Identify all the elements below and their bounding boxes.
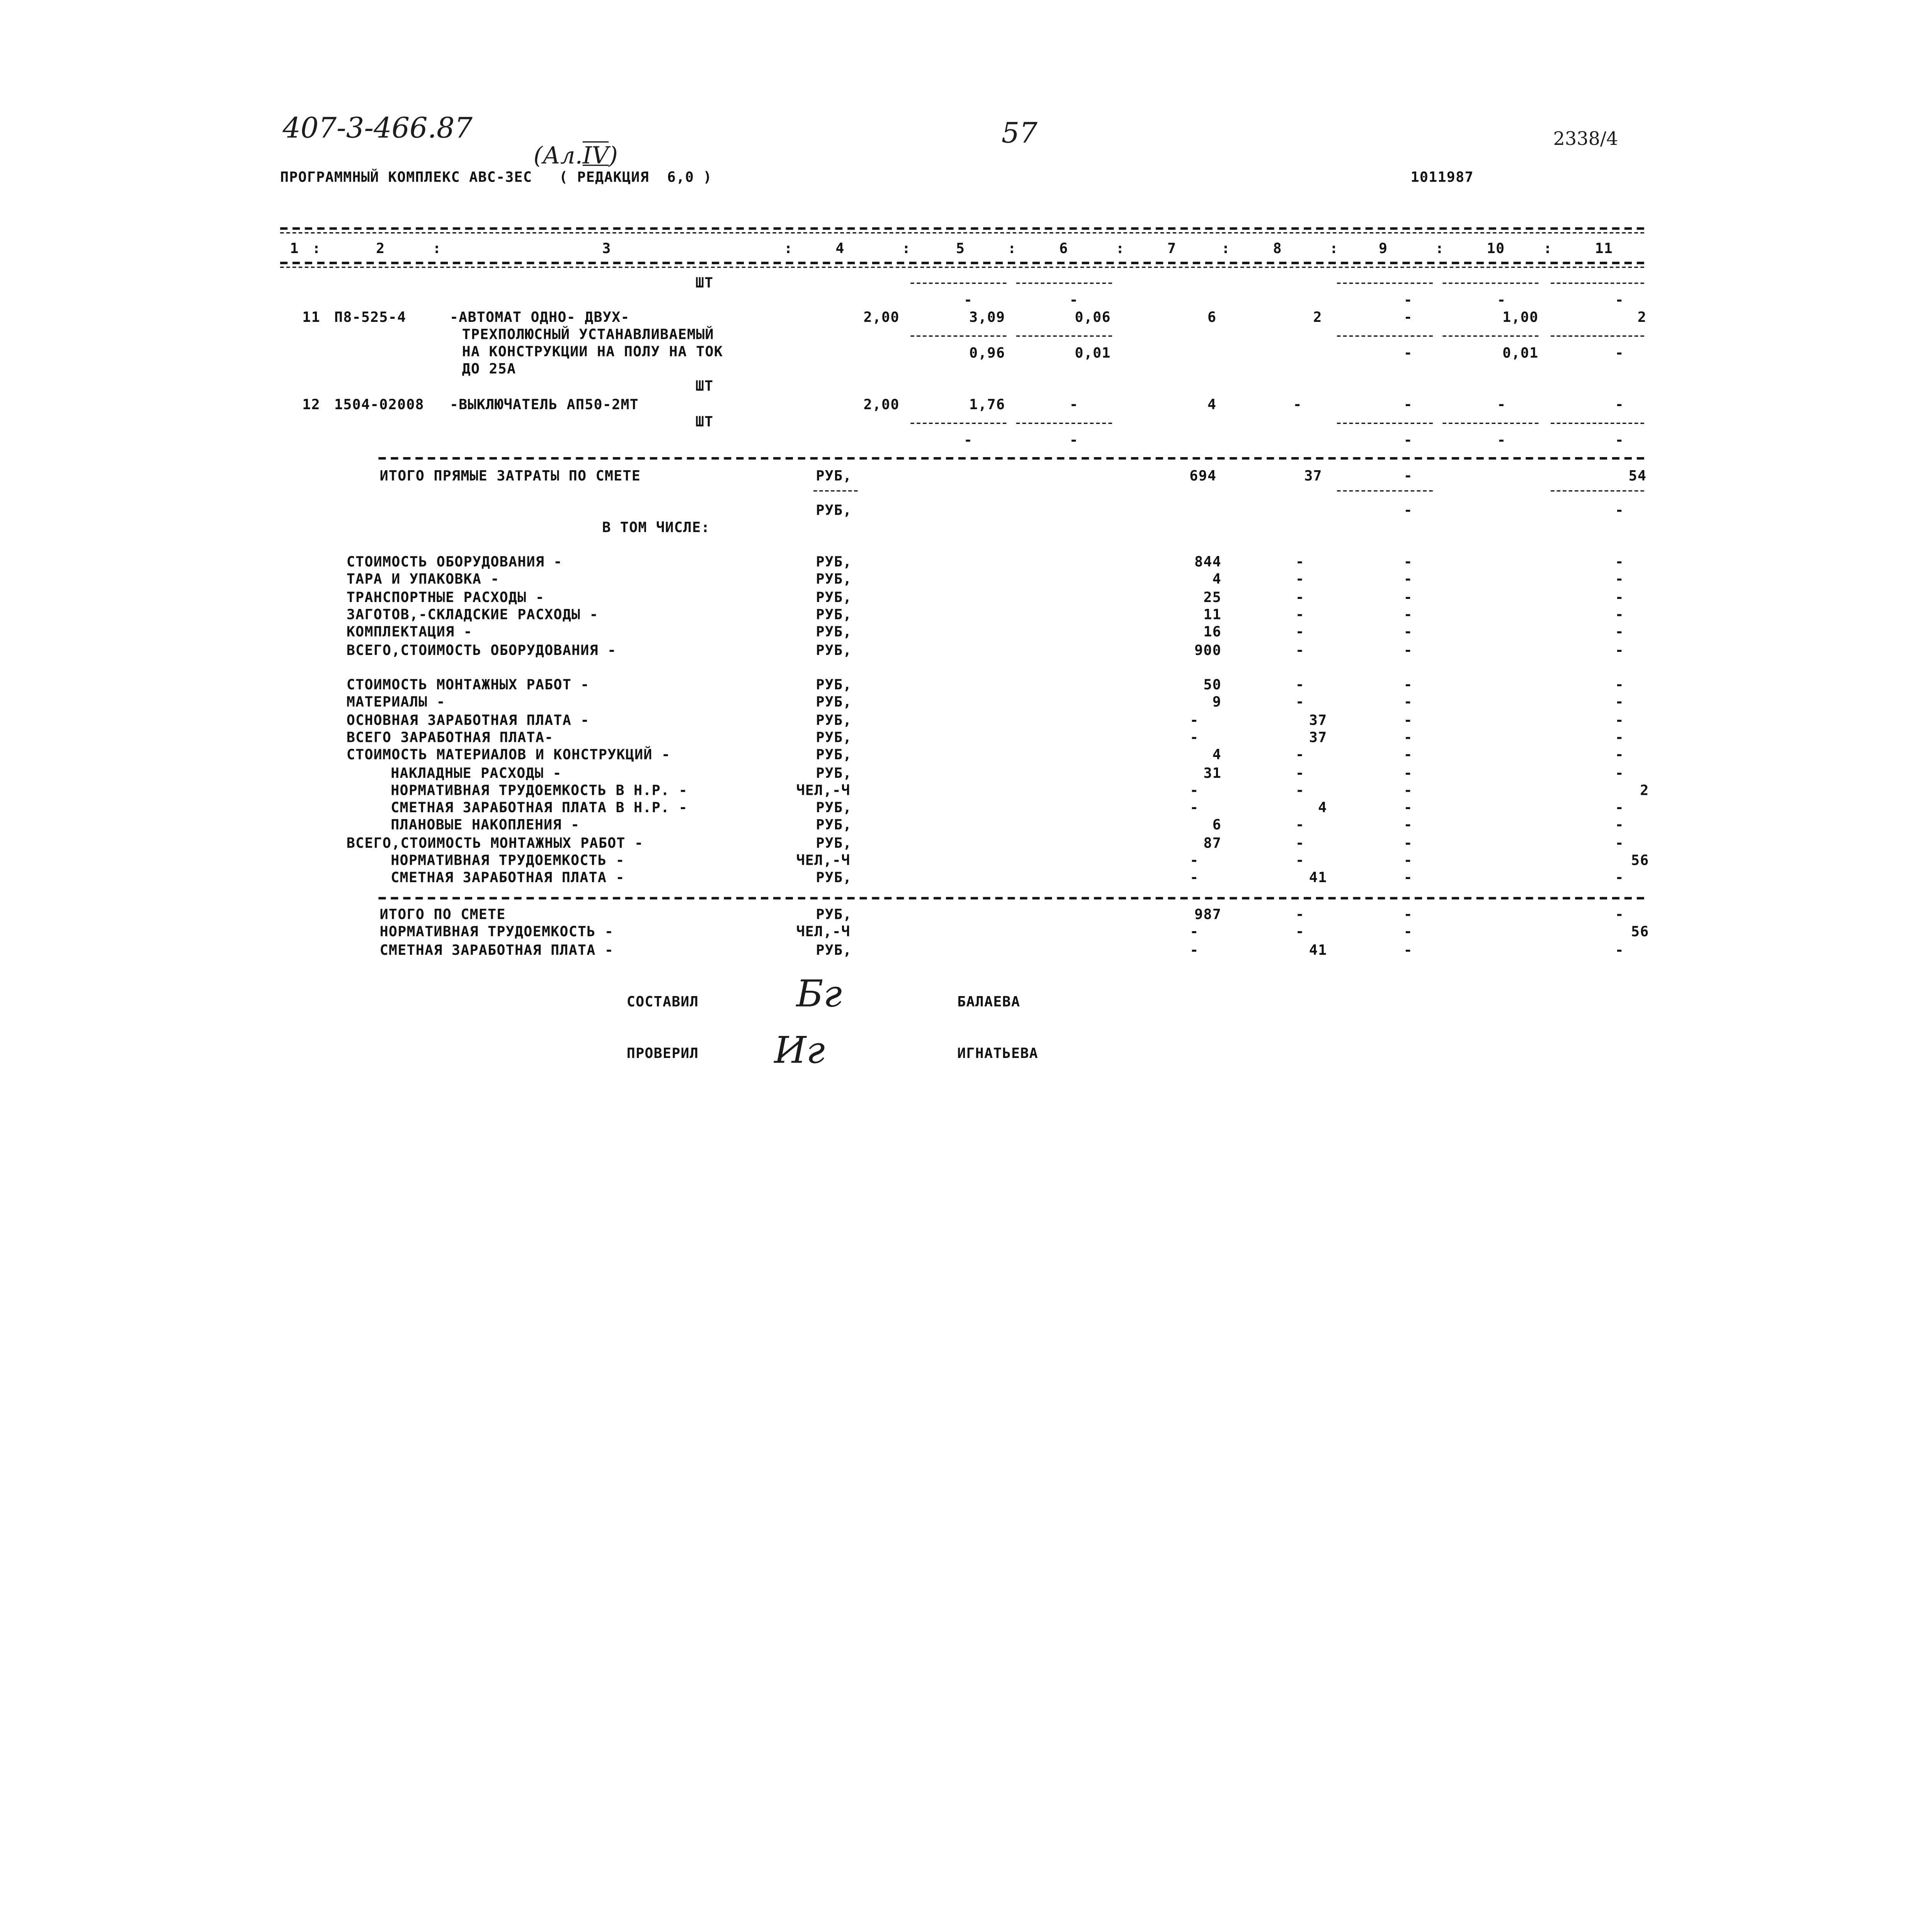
summary-c11: 56 <box>1631 923 1649 940</box>
summary-c11: - <box>1615 746 1624 764</box>
summary-c7: 16 <box>1203 623 1221 641</box>
summary-c8: - <box>1295 623 1305 641</box>
summary-c9: - <box>1403 781 1413 799</box>
item-12-c9: - <box>1403 395 1413 413</box>
summary-c11: - <box>1615 799 1624 816</box>
rule-item11-c5-top <box>910 282 1006 284</box>
summary-c8: 37 <box>1309 728 1327 746</box>
direct-total-c9-2: - <box>1403 501 1413 519</box>
grand-total-rule <box>378 897 1644 899</box>
summary-c11: - <box>1615 641 1624 658</box>
summary-c9: - <box>1403 641 1413 658</box>
rule-item11-c9-mid <box>1337 335 1433 337</box>
summary-c7: - <box>1190 728 1199 746</box>
summary-label: СТОИМОСТЬ ОБОРУДОВАНИЯ - <box>346 553 563 570</box>
summary-c8: - <box>1295 834 1305 851</box>
summary-c7: 31 <box>1203 764 1221 781</box>
summary-c9: - <box>1403 764 1413 781</box>
album-close: ) <box>609 142 618 170</box>
signature-role-checked: ПРОВЕРИЛ <box>626 1044 699 1062</box>
summary-c8: - <box>1295 676 1305 693</box>
signature-name-compiled: БАЛАЕВА <box>957 993 1021 1010</box>
summary-label: ОСНОВНАЯ ЗАРАБОТНАЯ ПЛАТА - <box>346 711 590 728</box>
header-rule-top <box>280 227 1644 230</box>
summary-c7: 50 <box>1203 676 1221 693</box>
signature-compiled: Бг <box>796 973 842 1016</box>
summary-c9: - <box>1403 816 1413 834</box>
signature-role-compiled: СОСТАВИЛ <box>626 993 699 1010</box>
direct-total-c11-2: - <box>1615 501 1624 519</box>
item-11-c11: 2 <box>1637 308 1647 326</box>
direct-total-unit-2: РУБ, <box>816 501 852 519</box>
summary-c9: - <box>1403 746 1413 764</box>
summary-c11: - <box>1615 676 1624 693</box>
summary-unit: РУБ, <box>816 623 852 641</box>
item-12-desc-1: -ВЫКЛЮЧАТЕЛЬ АП50-2МТ <box>449 395 639 413</box>
stamp-number: 2338/4 <box>1553 128 1618 150</box>
summary-label: ВСЕГО,СТОИМОСТЬ МОНТАЖНЫХ РАБОТ - <box>346 834 644 851</box>
summary-c9: - <box>1403 605 1413 623</box>
summary-c11: - <box>1615 570 1624 588</box>
summary-unit: ЧЕЛ,-Ч <box>796 781 850 799</box>
summary-c9: - <box>1403 923 1413 940</box>
summary-unit: РУБ, <box>816 834 852 851</box>
summary-unit: РУБ, <box>816 764 852 781</box>
summary-c8: - <box>1295 746 1305 764</box>
summary-c8: - <box>1295 781 1305 799</box>
item-12-c5: 1,76 <box>969 395 1005 413</box>
direct-total-c9: - <box>1403 467 1413 484</box>
summary-c7: 4 <box>1212 746 1221 764</box>
column-number: 8 <box>1273 240 1282 257</box>
item-12-c10-bottom: - <box>1497 431 1506 449</box>
summary-c9: - <box>1403 851 1413 869</box>
summary-c11: - <box>1615 764 1624 781</box>
item-11-c10-bottom: 0,01 <box>1502 344 1539 361</box>
item-11-c7: 6 <box>1207 308 1217 326</box>
summary-unit: РУБ, <box>816 746 852 764</box>
item-11-unit-bottom: ШТ <box>695 377 714 395</box>
column-separator: : <box>784 240 793 257</box>
summary-c8: 41 <box>1309 869 1327 886</box>
summary-c7: 9 <box>1212 693 1221 711</box>
summary-c9: - <box>1403 570 1413 588</box>
print-date: 1011987 <box>1410 168 1474 186</box>
summary-c7: - <box>1190 799 1199 816</box>
summary-c7: 900 <box>1194 641 1221 658</box>
summary-c8: 4 <box>1318 799 1327 816</box>
item-11-c11-top: - <box>1615 291 1624 309</box>
summary-c9: - <box>1403 869 1413 886</box>
summary-label: КОМПЛЕКТАЦИЯ - <box>346 623 473 641</box>
summary-c8: - <box>1295 905 1305 923</box>
column-number: 1 <box>290 240 299 257</box>
item-12-c8: - <box>1293 395 1302 413</box>
summary-unit: РУБ, <box>816 693 852 711</box>
summary-c9: - <box>1403 940 1413 958</box>
summary-c8: 37 <box>1309 711 1327 728</box>
summary-c8: - <box>1295 764 1305 781</box>
direct-total-unit: РУБ, <box>816 467 852 484</box>
column-separator: : <box>1329 240 1339 257</box>
item-12-qty: 2,00 <box>863 395 900 413</box>
rule-item11-c6-top <box>1016 282 1112 284</box>
summary-unit: РУБ, <box>816 605 852 623</box>
summary-unit: ЧЕЛ,-Ч <box>796 851 850 869</box>
direct-total-c7: 694 <box>1189 467 1217 484</box>
rule-item11-c11-mid <box>1551 335 1644 337</box>
summary-label: СТОИМОСТЬ МОНТАЖНЫХ РАБОТ - <box>346 676 590 693</box>
album-roman: IV <box>582 142 609 170</box>
summary-c9: - <box>1403 693 1413 711</box>
column-number: 6 <box>1059 240 1068 257</box>
column-number: 4 <box>835 240 845 257</box>
summary-c11: - <box>1615 834 1624 851</box>
summary-label: СТОИМОСТЬ МАТЕРИАЛОВ И КОНСТРУКЦИЙ - <box>346 746 671 764</box>
summary-c11: 56 <box>1631 851 1649 869</box>
summary-c9: - <box>1403 553 1413 570</box>
item-11-c10: 1,00 <box>1502 308 1539 326</box>
summary-unit: РУБ, <box>816 570 852 588</box>
summary-c11: - <box>1615 693 1624 711</box>
header-rule-bottom-2 <box>280 267 1644 268</box>
item-12-c5-bottom: - <box>964 431 973 449</box>
summary-unit: РУБ, <box>816 553 852 570</box>
summary-c9: - <box>1403 799 1413 816</box>
item-12-c11: - <box>1615 395 1624 413</box>
item-11-c11-bottom: - <box>1615 344 1624 361</box>
summary-label: ВСЕГО,СТОИМОСТЬ ОБОРУДОВАНИЯ - <box>346 641 617 658</box>
summary-label: СМЕТНАЯ ЗАРАБОТНАЯ ПЛАТА - <box>379 940 614 958</box>
summary-c7: - <box>1190 851 1199 869</box>
summary-label: ПЛАНОВЫЕ НАКОПЛЕНИЯ - <box>391 816 580 834</box>
summary-unit: РУБ, <box>816 676 852 693</box>
summary-c11: - <box>1615 605 1624 623</box>
item-11-desc-4: ДО 25А <box>462 360 516 378</box>
signature-checked: Иг <box>774 1029 825 1073</box>
album-label: (Ал. <box>533 142 583 170</box>
item-11-c9-bottom: - <box>1403 344 1413 361</box>
summary-c7: 6 <box>1212 816 1221 834</box>
summary-c8: - <box>1295 641 1305 658</box>
summary-c7: 4 <box>1212 570 1221 588</box>
column-number: 5 <box>956 240 965 257</box>
rule-item11-c11-top <box>1551 282 1644 284</box>
summary-c7: - <box>1190 869 1199 886</box>
item-11-c9: - <box>1403 308 1413 326</box>
column-separator: : <box>902 240 911 257</box>
summary-c11: - <box>1615 623 1624 641</box>
summary-label: ВСЕГО ЗАРАБОТНАЯ ПЛАТА- <box>346 728 554 746</box>
summary-c9: - <box>1403 834 1413 851</box>
column-separator: : <box>1116 240 1125 257</box>
summary-unit: РУБ, <box>816 588 852 605</box>
summary-c7: 11 <box>1203 605 1221 623</box>
item-11-c6-bottom: 0,01 <box>1075 344 1111 361</box>
rule-item11-c10-mid <box>1442 335 1538 337</box>
summary-c7: - <box>1190 711 1199 728</box>
item-11-c10-top: - <box>1497 291 1506 309</box>
item-11-c5-bottom: 0,96 <box>969 344 1005 361</box>
direct-total-label: ИТОГО ПРЯМЫЕ ЗАТРАТЫ ПО СМЕТЕ <box>379 467 641 484</box>
summary-c9: - <box>1403 905 1413 923</box>
summary-unit: РУБ, <box>816 711 852 728</box>
doc-code-handwritten: 407-3-466.87 <box>282 113 473 145</box>
summary-c11: - <box>1615 553 1624 570</box>
item-11-no: 11 <box>302 308 320 326</box>
rule-item11-c5-mid <box>910 335 1006 337</box>
item-12-c6-bottom: - <box>1069 431 1078 449</box>
summary-c9: - <box>1403 588 1413 605</box>
summary-unit: РУБ, <box>816 641 852 658</box>
summary-c8: - <box>1295 693 1305 711</box>
column-number: 7 <box>1167 240 1177 257</box>
summary-unit: РУБ, <box>816 816 852 834</box>
summary-c8: - <box>1295 570 1305 588</box>
rule-item11-c9-top <box>1337 282 1433 284</box>
summary-label: ЗАГОТОВ,-СКЛАДСКИЕ РАСХОДЫ - <box>346 605 599 623</box>
summary-unit: РУБ, <box>816 799 852 816</box>
summary-unit: ЧЕЛ,-Ч <box>796 923 850 940</box>
summary-c7: 87 <box>1203 834 1221 851</box>
summary-label: ИТОГО ПО СМЕТЕ <box>379 905 506 923</box>
summary-c8: - <box>1295 553 1305 570</box>
summary-label: МАТЕРИАЛЫ - <box>346 693 446 711</box>
column-separator: : <box>1007 240 1017 257</box>
direct-total-c11: 54 <box>1628 467 1647 484</box>
summary-c11: - <box>1615 711 1624 728</box>
item-11-desc-2: ТРЕХПОЛЮСНЫЙ УСТАНАВЛИВАЕМЫЙ <box>462 325 714 343</box>
summary-c9: - <box>1403 711 1413 728</box>
summary-c8: - <box>1295 816 1305 834</box>
including-label: В ТОМ ЧИСЛЕ: <box>602 518 710 536</box>
summary-c7: - <box>1190 923 1199 940</box>
direct-total-unit-rule <box>813 490 857 492</box>
summary-c11: - <box>1615 869 1624 886</box>
column-separator: : <box>1435 240 1444 257</box>
summary-c7: 987 <box>1194 905 1221 923</box>
item-11-code: П8-525-4 <box>334 308 407 326</box>
column-number: 11 <box>1595 240 1613 257</box>
direct-total-c11-rule <box>1551 490 1644 492</box>
summary-c11: - <box>1615 588 1624 605</box>
item-11-desc-1: -АВТОМАТ ОДНО- ДВУХ- <box>449 308 630 326</box>
item-12-code: 1504-02008 <box>334 395 424 413</box>
item-11-c9-top: - <box>1403 291 1413 309</box>
summary-c7: 844 <box>1194 553 1221 570</box>
summary-label: СМЕТНАЯ ЗАРАБОТНАЯ ПЛАТА В Н.Р. - <box>391 799 688 816</box>
item-11-c8: 2 <box>1313 308 1322 326</box>
summary-c9: - <box>1403 623 1413 641</box>
summary-unit: РУБ, <box>816 940 852 958</box>
summary-c9: - <box>1403 676 1413 693</box>
summary-c11: - <box>1615 905 1624 923</box>
item-11-qty: 2,00 <box>863 308 900 326</box>
column-separator: : <box>1543 240 1553 257</box>
summary-label: СМЕТНАЯ ЗАРАБОТНАЯ ПЛАТА - <box>391 869 625 886</box>
summary-label: НОРМАТИВНАЯ ТРУДОЕМКОСТЬ - <box>391 851 625 869</box>
item-11-c6: 0,06 <box>1075 308 1111 326</box>
column-separator: : <box>1221 240 1231 257</box>
summary-unit: РУБ, <box>816 905 852 923</box>
item-11-unit-top: ШТ <box>695 274 714 291</box>
item-12-c10: - <box>1497 395 1506 413</box>
column-number: 3 <box>602 240 611 257</box>
direct-total-c9-rule <box>1337 490 1433 492</box>
summary-c8: - <box>1295 923 1305 940</box>
summary-c11: - <box>1615 940 1624 958</box>
summary-c8: - <box>1295 851 1305 869</box>
signature-name-checked: ИГНАТЬЕВА <box>957 1044 1038 1062</box>
rule-item12-c6 <box>1016 423 1112 424</box>
header-rule-top-2 <box>280 232 1644 233</box>
item-11-c5: 3,09 <box>969 308 1005 326</box>
summary-c7: 25 <box>1203 588 1221 605</box>
item-12-c7: 4 <box>1207 395 1217 413</box>
summary-label: НОРМАТИВНАЯ ТРУДОЕМКОСТЬ - <box>379 923 614 940</box>
item-11-c6-top: - <box>1069 291 1078 309</box>
header-rule-bottom <box>280 262 1644 264</box>
summary-unit: РУБ, <box>816 728 852 746</box>
page-number: 57 <box>1001 118 1038 150</box>
summary-c9: - <box>1403 728 1413 746</box>
rule-item12-c11 <box>1551 423 1644 424</box>
summary-c8: - <box>1295 605 1305 623</box>
item-12-c6: - <box>1069 395 1078 413</box>
summary-c7: - <box>1190 781 1199 799</box>
direct-total-rule <box>378 457 1644 459</box>
direct-total-c8: 37 <box>1304 467 1322 484</box>
summary-unit: РУБ, <box>816 869 852 886</box>
summary-c11: 2 <box>1640 781 1649 799</box>
program-line: ПРОГРАММНЫЙ КОМПЛЕКС АВС-ЗЕС ( РЕДАКЦИЯ 6,0 ) <box>280 168 712 186</box>
item-12-c11-bottom: - <box>1615 431 1624 449</box>
rule-item12-c5 <box>910 423 1006 424</box>
summary-label: НОРМАТИВНАЯ ТРУДОЕМКОСТЬ В Н.Р. - <box>391 781 688 799</box>
item-12-no: 12 <box>302 395 320 413</box>
summary-c11: - <box>1615 728 1624 746</box>
rule-item11-c6-mid <box>1016 335 1112 337</box>
column-number: 10 <box>1487 240 1505 257</box>
rule-item12-c10 <box>1442 423 1538 424</box>
summary-c8: - <box>1295 588 1305 605</box>
column-separator: : <box>432 240 442 257</box>
summary-c7: - <box>1190 940 1199 958</box>
summary-label: НАКЛАДНЫЕ РАСХОДЫ - <box>391 764 562 781</box>
item-11-c5-top: - <box>964 291 973 309</box>
item-12-unit: ШТ <box>695 413 714 430</box>
rule-item12-c9 <box>1337 423 1433 424</box>
rule-item11-c10-top <box>1442 282 1538 284</box>
summary-c11: - <box>1615 816 1624 834</box>
item-11-desc-3: НА КОНСТРУКЦИИ НА ПОЛУ НА ТОК <box>462 343 723 360</box>
column-separator: : <box>312 240 321 257</box>
column-number: 2 <box>376 240 385 257</box>
summary-c8: 41 <box>1309 940 1327 958</box>
column-number: 9 <box>1378 240 1388 257</box>
summary-label: ТРАНСПОРТНЫЕ РАСХОДЫ - <box>346 588 545 605</box>
item-12-c9-bottom: - <box>1403 431 1413 449</box>
summary-label: ТАРА И УПАКОВКА - <box>346 570 500 588</box>
